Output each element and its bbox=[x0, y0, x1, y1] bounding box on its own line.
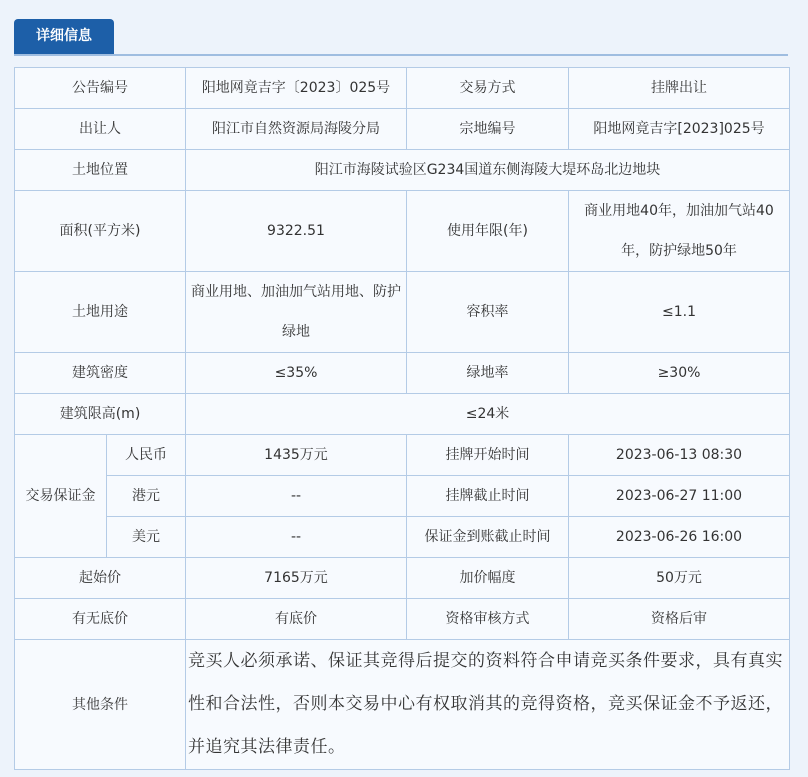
parcel-no-value: 阳地网竟吉字[2023]025号 bbox=[569, 109, 790, 150]
tab-underline bbox=[14, 54, 788, 56]
green-ratio-label: 绿地率 bbox=[407, 353, 569, 394]
deposit-hkd-label: 港元 bbox=[107, 476, 186, 517]
tab-details[interactable]: 详细信息 bbox=[14, 19, 114, 54]
trade-method-value: 挂牌出让 bbox=[569, 68, 790, 109]
location-value: 阳江市海陵试验区G234国道东侧海陵大堤环岛北边地块 bbox=[186, 150, 790, 191]
increment-label: 加价幅度 bbox=[407, 558, 569, 599]
increment-value: 50万元 bbox=[569, 558, 790, 599]
deposit-usd-value: -- bbox=[186, 517, 407, 558]
deposit-hkd-value: -- bbox=[186, 476, 407, 517]
table-row bbox=[15, 640, 790, 770]
notice-no-value: 阳地网竟吉字〔2023〕025号 bbox=[186, 68, 407, 109]
table-row bbox=[15, 272, 790, 353]
listing-end-value: 2023-06-27 11:00 bbox=[569, 476, 790, 517]
green-ratio-value: ≥30% bbox=[569, 353, 790, 394]
deposit-rmb-value: 1435万元 bbox=[186, 435, 407, 476]
table-row bbox=[15, 558, 790, 599]
table-row bbox=[15, 191, 790, 272]
transferor-label: 出让人 bbox=[15, 109, 186, 150]
table-row bbox=[15, 394, 790, 435]
start-price-label: 起始价 bbox=[15, 558, 186, 599]
reserve-label: 有无底价 bbox=[15, 599, 186, 640]
notice-no-label: 公告编号 bbox=[15, 68, 186, 109]
table-row bbox=[15, 435, 790, 476]
deposit-rmb-label: 人民币 bbox=[107, 435, 186, 476]
transferor-value: 阳江市自然资源局海陵分局 bbox=[186, 109, 407, 150]
other-conditions-label: 其他条件 bbox=[15, 640, 186, 770]
plot-ratio-label: 容积率 bbox=[407, 272, 569, 353]
deposit-deadline-label: 保证金到账截止时间 bbox=[407, 517, 569, 558]
table-row bbox=[15, 109, 790, 150]
height-limit-value: ≤24米 bbox=[186, 394, 790, 435]
density-value: ≤35% bbox=[186, 353, 407, 394]
term-value: 商业用地40年，加油加气站40年，防护绿地50年 bbox=[569, 191, 790, 272]
table-row bbox=[15, 517, 790, 558]
land-use-label: 土地用途 bbox=[15, 272, 186, 353]
deposit-deadline-value: 2023-06-26 16:00 bbox=[569, 517, 790, 558]
height-limit-label: 建筑限高(m) bbox=[15, 394, 186, 435]
location-label: 土地位置 bbox=[15, 150, 186, 191]
plot-ratio-value: ≤1.1 bbox=[569, 272, 790, 353]
table-row bbox=[15, 68, 790, 109]
qualification-label: 资格审核方式 bbox=[407, 599, 569, 640]
start-price-value: 7165万元 bbox=[186, 558, 407, 599]
listing-start-label: 挂牌开始时间 bbox=[407, 435, 569, 476]
term-label: 使用年限(年) bbox=[407, 191, 569, 272]
tab-bar bbox=[0, 0, 808, 56]
detail-table bbox=[14, 67, 790, 770]
table-row bbox=[15, 150, 790, 191]
parcel-no-label: 宗地编号 bbox=[407, 109, 569, 150]
listing-start-value: 2023-06-13 08:30 bbox=[569, 435, 790, 476]
qualification-value: 资格后审 bbox=[569, 599, 790, 640]
table-row bbox=[15, 353, 790, 394]
deposit-usd-label: 美元 bbox=[107, 517, 186, 558]
area-label: 面积(平方米) bbox=[15, 191, 186, 272]
table-row bbox=[15, 599, 790, 640]
reserve-value: 有底价 bbox=[186, 599, 407, 640]
listing-end-label: 挂牌截止时间 bbox=[407, 476, 569, 517]
deposit-label: 交易保证金 bbox=[15, 435, 107, 558]
area-value: 9322.51 bbox=[186, 191, 407, 272]
land-use-value: 商业用地、加油加气站用地、防护绿地 bbox=[186, 272, 407, 353]
trade-method-label: 交易方式 bbox=[407, 68, 569, 109]
density-label: 建筑密度 bbox=[15, 353, 186, 394]
table-row bbox=[15, 476, 790, 517]
other-conditions-value: 竞买人必须承诺、保证其竞得后提交的资料符合申请竞买条件要求，具有真实性和合法性，否则本交易中心有权取消其的竞得资格，竞买保证金不予返还，并追究其法律责任。 bbox=[186, 640, 790, 770]
